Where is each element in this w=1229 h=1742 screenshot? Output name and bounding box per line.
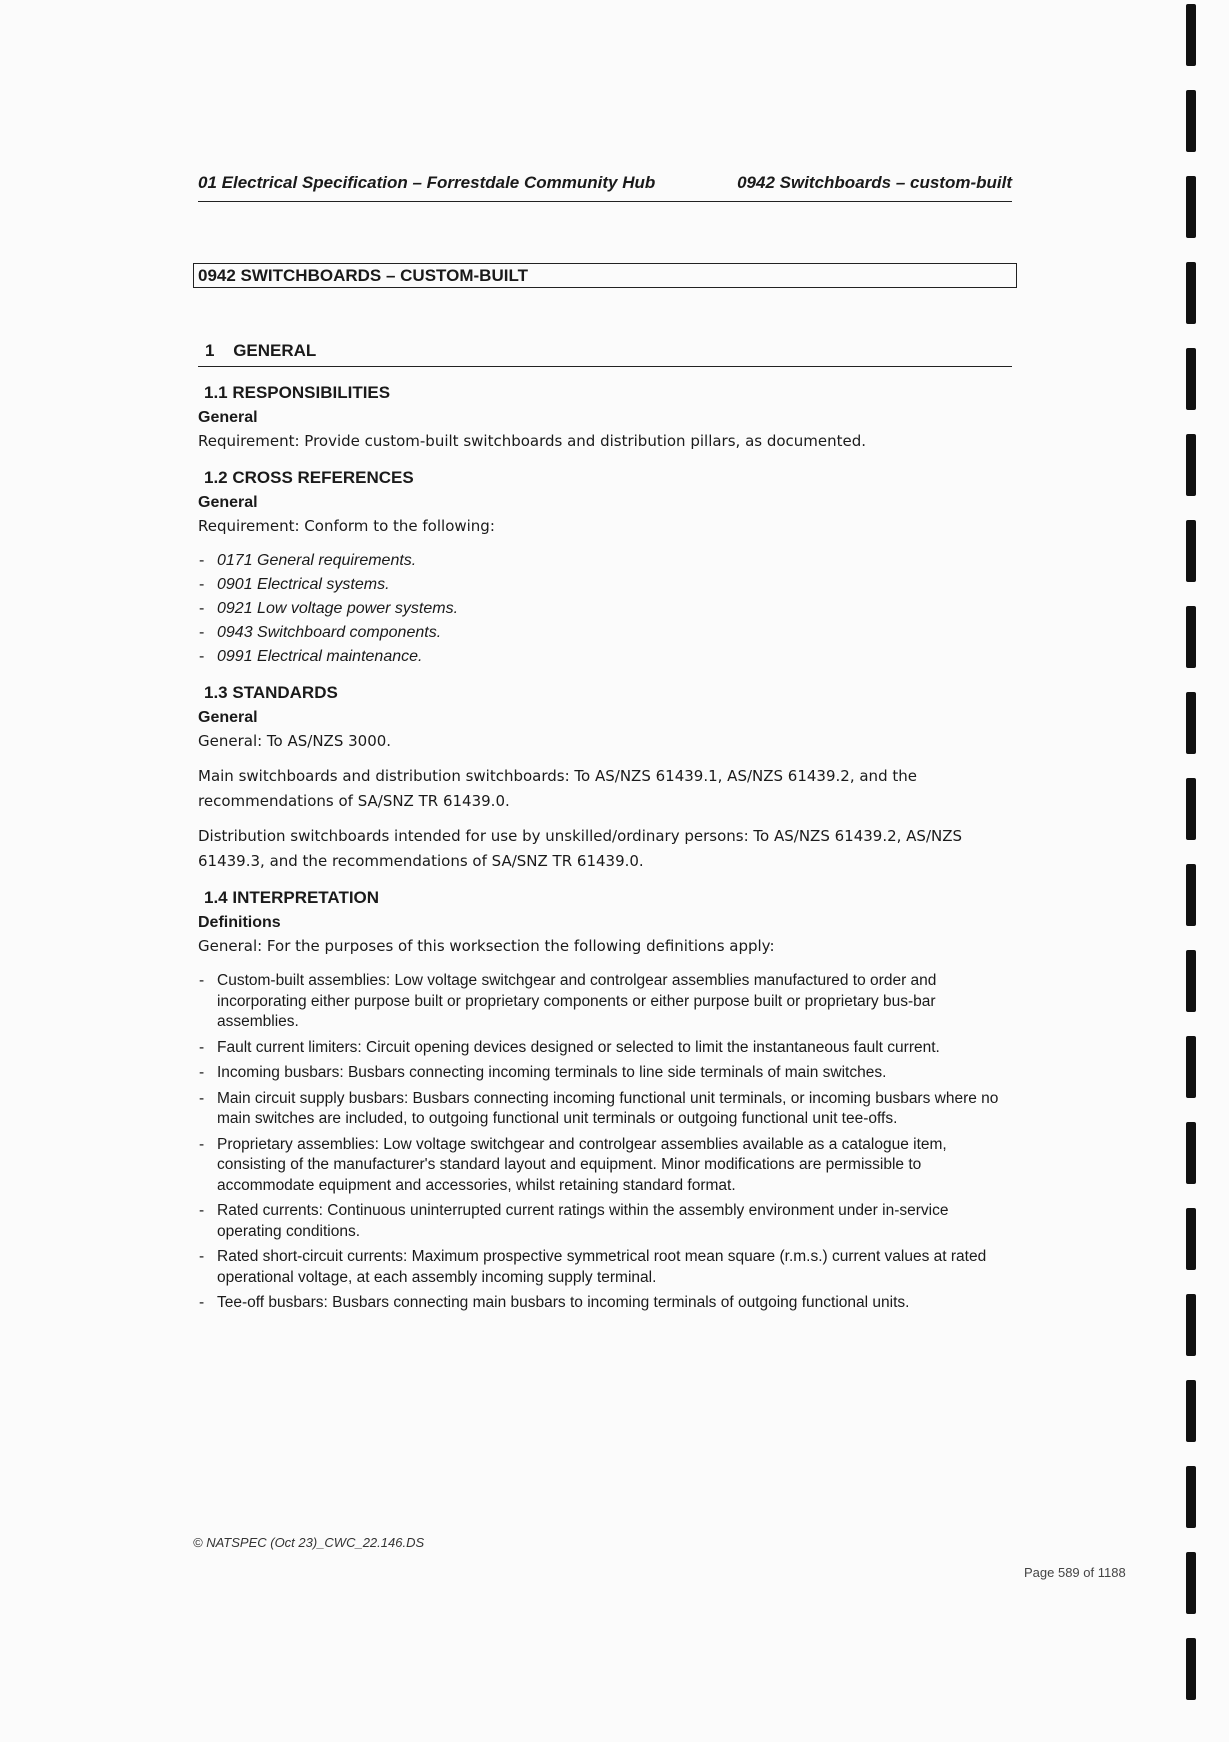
heading-cross-references: 1.2 CROSS REFERENCES: [204, 468, 414, 487]
binding-mark: [1186, 692, 1196, 754]
binding-mark: [1186, 1122, 1196, 1184]
binding-mark: [1186, 90, 1196, 152]
definitions-list: [198, 971, 1012, 1314]
subheading-definitions: Definitions: [198, 914, 281, 931]
list-item: - 0991 Electrical maintenance.: [198, 645, 1012, 669]
list-item: - Rated short-circuit currents: Maximum prospective symmetrical root mean square (r.m.s.) current values at rated operational voltage, at each assembly incoming supply terminal.: [198, 1247, 1012, 1288]
list-item: - Rated currents: Continuous uninterrupted current ratings within the assembly environment under in-service operating conditions.: [198, 1201, 1012, 1242]
section-title: GENERAL: [233, 341, 317, 360]
list-item: - 0171 General requirements.: [198, 549, 1012, 573]
subheading-general: General: [198, 709, 258, 726]
header-section-title: 0942 Switchboards – custom-built: [737, 173, 1012, 192]
paragraph: Distribution switchboards intended for use by unskilled/ordinary persons: To AS/NZS 61439.2, AS/NZS 61439.3, and the recommendations of SA/SNZ TR 61439.0.: [198, 827, 963, 870]
heading-responsibilities: 1.1 RESPONSIBILITIES: [204, 383, 391, 402]
list-item: - Main circuit supply busbars: Busbars connecting incoming functional unit terminals, or incoming busbars where no main switches are included, to outgoing functional unit terminals or outgoing functional unit tee-offs.: [198, 1089, 1012, 1130]
list-item: - 0943 Switchboard components.: [198, 621, 1012, 645]
binding-mark: [1186, 4, 1196, 66]
list-item: - Proprietary assemblies: Low voltage switchgear and controlgear assemblies available as a catalogue item, consisting of the manufacturer's standard layout and equipment. Minor modifications are permissible to accommodate equipment and accessories, whilst retaining standard format.: [198, 1135, 1012, 1197]
paragraph: Main switchboards and distribution switchboards: To AS/NZS 61439.1, AS/NZS 61439.2, and the recommendations of SA/SNZ TR 61439.0.: [198, 767, 917, 810]
binding-mark: [1186, 176, 1196, 238]
list-item: - Incoming busbars: Busbars connecting incoming terminals to line side terminals of main switches.: [198, 1063, 1012, 1084]
paragraph: General: To AS/NZS 3000.: [198, 732, 392, 750]
header-doc-title: 01 Electrical Specification – Forrestdale Community Hub: [198, 173, 656, 192]
subheading-general: General: [198, 409, 258, 426]
list-item: - Fault current limiters: Circuit opening devices designed or selected to limit the instantaneous fault current.: [198, 1038, 1012, 1059]
binding-mark: [1186, 1638, 1196, 1700]
binding-mark: [1186, 434, 1196, 496]
cross-reference-list: [198, 549, 1012, 669]
list-item: - Tee-off busbars: Busbars connecting main busbars to incoming terminals of outgoing functional units.: [198, 1293, 1012, 1314]
subheading-general: General: [198, 494, 258, 511]
paragraph: Requirement: Provide custom-built switchboards and distribution pillars, as documented.: [198, 432, 867, 450]
footer-page-number: Page 589 of 1188: [1024, 1565, 1126, 1580]
page-header: [198, 173, 1012, 202]
binding-mark: [1186, 1036, 1196, 1098]
binding-mark: [1186, 864, 1196, 926]
list-item: - Custom-built assemblies: Low voltage switchgear and controlgear assemblies manufactured to order and incorporating either purpose built or proprietary components or either purpose built or proprietary bus-bar assemblies.: [198, 971, 1012, 1033]
footer-copyright: © NATSPEC (Oct 23)_CWC_22.146.DS: [193, 1535, 425, 1550]
heading-interpretation: 1.4 INTERPRETATION: [204, 888, 380, 907]
binding-mark: [1186, 262, 1196, 324]
binding-mark: [1186, 778, 1196, 840]
worksection-title: 0942 SWITCHBOARDS – CUSTOM-BUILT: [193, 263, 1017, 288]
section-number: 1: [205, 341, 215, 360]
binding-mark: [1186, 1466, 1196, 1528]
binding-mark: [1186, 1294, 1196, 1356]
binding-mark: [1186, 1552, 1196, 1614]
list-item: - 0921 Low voltage power systems.: [198, 597, 1012, 621]
paragraph: General: For the purposes of this worksection the following definitions apply:: [198, 937, 775, 955]
heading-standards: 1.3 STANDARDS: [204, 683, 338, 702]
list-item: - 0901 Electrical systems.: [198, 573, 1012, 597]
page-content: [198, 341, 1012, 1319]
paragraph: Requirement: Conform to the following:: [198, 517, 495, 535]
binding-mark: [1186, 1380, 1196, 1442]
binding-mark: [1186, 606, 1196, 668]
section-heading: [198, 341, 1012, 367]
binding-mark: [1186, 950, 1196, 1012]
binding-marks: [1186, 0, 1198, 1742]
binding-mark: [1186, 520, 1196, 582]
binding-mark: [1186, 348, 1196, 410]
binding-mark: [1186, 1208, 1196, 1270]
